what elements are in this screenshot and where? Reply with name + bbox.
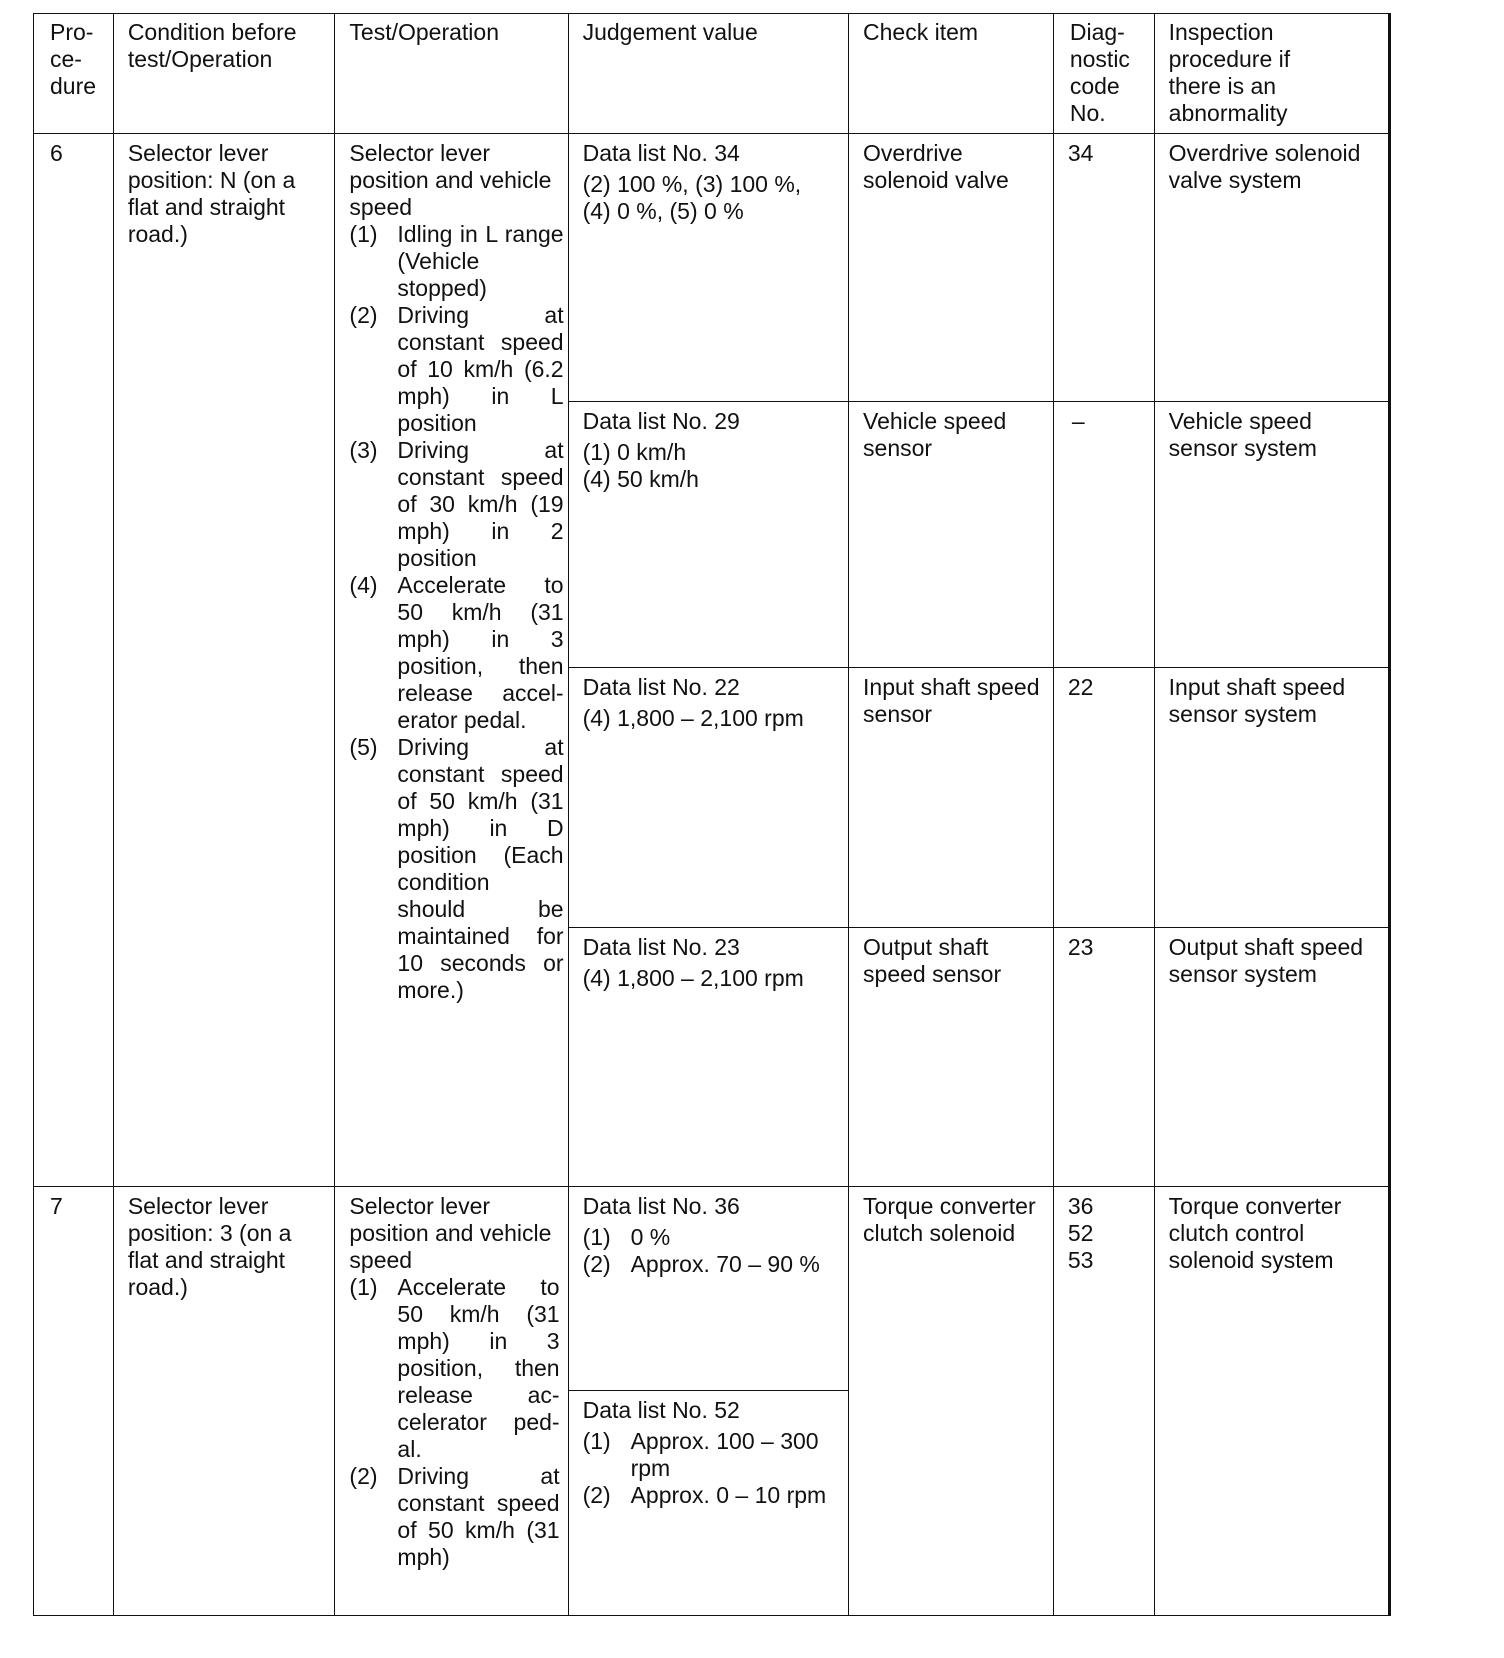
header-row — [34, 14, 1390, 134]
judgement-cell: Data list No. 29 (1) 0 km/h (4) 50 km/h — [568, 401, 848, 667]
test-title: Selector lever position and vehicle speed — [349, 140, 552, 220]
list-item: (3) Driving at constant speed of 30 km/h (19 mph) in 2 position — [349, 437, 564, 571]
judgement-steps — [583, 1224, 838, 1278]
header-inspection: Inspection procedure if there is an abnormality — [1154, 14, 1389, 134]
header-procedure: Pro- ce- dure — [34, 14, 114, 134]
diagnostic-code-cell: 36 52 53 — [1053, 1187, 1154, 1616]
diagnostic-code-cell: 34 — [1053, 134, 1154, 402]
diagnostic-table — [33, 13, 1391, 1616]
procedure-cell: 6 — [34, 134, 114, 1187]
inspection-cell: Output shaft speed sensor system — [1154, 928, 1389, 1187]
check-item-cell: Input shaft speed sensor — [849, 667, 1054, 927]
judgement-cell: Data list No. 34 (2) 100 %, (3) 100 %, (4) 0 %, (5) 0 % — [568, 134, 848, 402]
check-item-cell: Torque converter clutch solenoid — [849, 1187, 1054, 1616]
condition-cell: Selector lever position: N (on a flat and straight road.) — [113, 134, 335, 1187]
judgement-cell: Data list No. 22 (4) 1,800 – 2,100 rpm — [568, 667, 848, 927]
inspection-cell: Vehicle speed sensor system — [1154, 401, 1389, 667]
judgement-cell: Data list No. 52 (1) Approx. 100 – 300 rpm (2) Approx. 0 – 10 rpm — [568, 1390, 848, 1615]
list-item: (2) Approx. 0 – 10 rpm — [582, 1481, 827, 1508]
table-row — [34, 134, 1390, 402]
diagnostic-code-cell: – — [1053, 401, 1154, 667]
list-item: (2) Driving at constant speed of 10 km/h (6.2 mph) in L position — [349, 302, 564, 436]
inspection-cell: Input shaft speed sensor system — [1154, 667, 1389, 927]
list-item: (5) Driving at constant speed of 50 km/h (31 mph) in D position (Each condition should be maintained for 10 seconds or more.) — [349, 734, 564, 1003]
header-test: Test/Operation — [335, 14, 568, 134]
test-cell — [335, 134, 568, 1187]
condition-cell: Selector lever position: 3 (on a flat and straight road.) — [113, 1187, 335, 1616]
diagnostic-code-cell: 22 — [1053, 667, 1154, 927]
check-item-cell: Output shaft speed sensor — [849, 928, 1054, 1187]
header-judgement: Judgement value — [568, 14, 848, 134]
list-item: (1) Accelerate to 50 km/h (31 mph) in 3 position, then release ac-celerator ped-al. — [349, 1274, 560, 1463]
table-row — [34, 1187, 1390, 1391]
inspection-cell: Torque converter clutch control solenoid system — [1154, 1187, 1389, 1616]
list-item: (4) Accelerate to 50 km/h (31 mph) in 3 position, then release accel-erator pedal. — [349, 572, 564, 733]
header-diagnostic-code: Diag- nostic code No. — [1053, 14, 1154, 134]
check-item-cell: Vehicle speed sensor — [849, 401, 1054, 667]
judgement-steps — [583, 1428, 838, 1509]
judgement-cell: Data list No. 36 (1) 0 % (2) Approx. 70 – 90 % — [568, 1187, 848, 1391]
header-check-item: Check item — [849, 14, 1054, 134]
test-title: Selector lever position and vehicle speed — [349, 1193, 552, 1274]
inspection-cell: Overdrive solenoid valve system — [1154, 134, 1389, 402]
list-item: (1) 0 % — [582, 1224, 671, 1251]
test-cell — [335, 1187, 568, 1616]
list-item: (1) Idling in L range (Vehicle stopped) — [349, 221, 564, 301]
list-item: (2) Approx. 70 – 90 % — [582, 1251, 820, 1278]
diagnostic-code-cell: 23 — [1053, 928, 1154, 1187]
list-item: (1) Approx. 100 – 300 rpm — [582, 1427, 819, 1481]
check-item-cell: Overdrive solenoid valve — [849, 134, 1054, 402]
header-condition: Condition before test/Operation — [113, 14, 335, 134]
judgement-cell: Data list No. 23 (4) 1,800 – 2,100 rpm — [568, 928, 848, 1187]
procedure-cell: 7 — [34, 1187, 114, 1616]
test-steps — [349, 1274, 559, 1571]
test-steps — [349, 221, 563, 1004]
list-item: (2) Driving at constant speed of 50 km/h (31 mph) — [349, 1463, 560, 1571]
